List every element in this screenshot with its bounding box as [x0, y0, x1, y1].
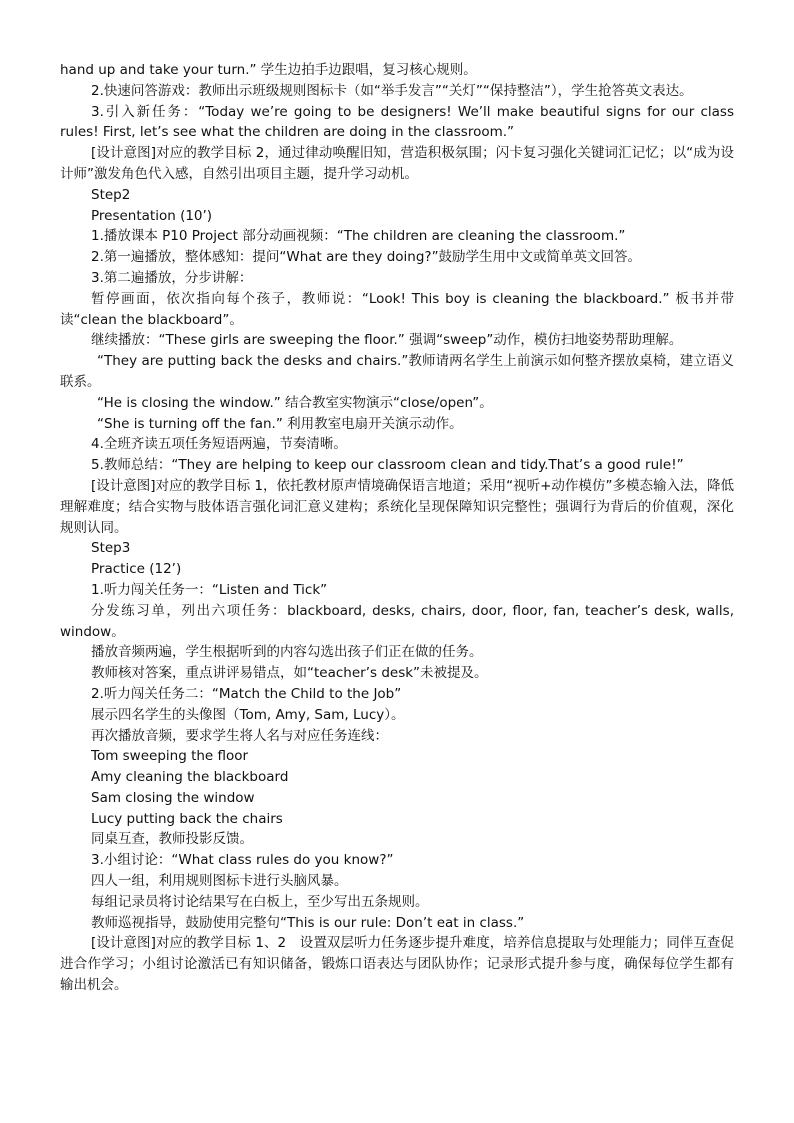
text-paragraph: 四人一组，利用规则图标卡进行头脑风暴。: [91, 873, 348, 890]
text-paragraph: 分发练习单，列出六项任务：blackboard, desks, chairs, door, floor, fan, teacher’s desk, walls, window。: [60, 602, 734, 640]
text-paragraph: Step3: [91, 540, 131, 557]
text-paragraph: 播放音频两遍，学生根据听到的内容勾选出孩子们正在做的任务。: [91, 644, 483, 661]
text-paragraph: “He is closing the window.” 结合教室实物演示“close/open”。: [97, 394, 493, 411]
text-paragraph: 3.小组讨论：“What class rules do you know?”: [91, 852, 394, 869]
text-paragraph: 2.听力闯关任务二：“Match the Child to the Job”: [91, 685, 402, 702]
text-paragraph: Amy cleaning the blackboard: [91, 769, 289, 786]
text-paragraph: 展示四名学生的头像图（Tom, Amy, Sam, Lucy）。: [91, 706, 405, 723]
text-paragraph: Tom sweeping the floor: [91, 748, 249, 765]
text-paragraph: 3.第二遍播放，分步讲解：: [91, 269, 253, 286]
text-paragraph: [设计意图]对应的教学目标 1，依托教材原声情境确保语言地道；采用“视听+动作模仿”多模态输入法，降低理解难度；结合实物与肢体语言强化词汇意义建构；系统化呈现保障知识完整性；强调行为背后的价值观，深化规则认同。: [60, 477, 734, 536]
text-paragraph: hand up and take your turn.” 学生边拍手边跟唱，复习核心规则。: [60, 62, 477, 78]
text-paragraph: 1.播放课本 P10 Project 部分动画视频：“The children are cleaning the classroom.”: [91, 228, 626, 245]
text-paragraph: 2.第一遍播放，整体感知：提问“What are they doing?”鼓励学生用中文或简单英文回答。: [91, 249, 642, 266]
text-paragraph: 同桌互查，教师投影反馈。: [91, 831, 253, 848]
text-paragraph: “They are putting back the desks and chairs.”教师请两名学生上前演示如何整齐摆放桌椅，建立语义联系。: [60, 353, 734, 390]
text-paragraph: 继续播放：“These girls are sweeping the floor.” 强调“sweep”动作，模仿扫地姿势帮助理解。: [91, 332, 683, 349]
text-paragraph: 1.听力闯关任务一：“Listen and Tick”: [91, 581, 328, 598]
text-paragraph: [设计意图]对应的教学目标 1、2 设置双层听力任务逐步提升难度，培养信息提取与处理能力；同伴互查促进合作学习；小组讨论激活已有知识储备，锻炼口语表达与团队协作；记录形式提升参与度，确保每位学生都有输出机会。: [60, 935, 734, 994]
text-paragraph: Practice (12’): [91, 561, 182, 578]
text-paragraph: [设计意图]对应的教学目标 2，通过律动唤醒旧知，营造积极氛围；闪卡复习强化关键词汇记忆；以“成为设计师”激发角色代入感，自然引出项目主题，提升学习动机。: [60, 145, 734, 182]
text-paragraph: 教师巡视指导，鼓励使用完整句“This is our rule: Don’t eat in class.”: [91, 914, 525, 931]
text-paragraph: 教师核对答案，重点讲评易错点，如“teacher’s desk”未被提及。: [91, 665, 488, 682]
text-paragraph: 5.教师总结：“They are helping to keep our classroom clean and tidy.That’s a good rule!”: [91, 457, 684, 474]
text-paragraph: “She is turning off the fan.” 利用教室电扇开关演示动作。: [97, 415, 463, 432]
text-paragraph: Lucy putting back the chairs: [91, 810, 283, 827]
text-paragraph: Sam closing the window: [91, 789, 255, 806]
text-paragraph: 3.引入新任务：“Today we’re going to be designers! We’ll make beautiful signs for our class rules! First, let’s see what the children are doing in the classroom.”: [60, 103, 734, 141]
text-paragraph: 4.全班齐读五项任务短语两遍，节奏清晰。: [91, 436, 347, 453]
text-paragraph: 每组记录员将讨论结果写在白板上，至少写出五条规则。: [91, 893, 429, 910]
text-paragraph: Step2: [91, 186, 131, 203]
text-paragraph: 2.快速问答游戏：教师出示班级规则图标卡（如“举手发言”“关灯”“保持整洁”），学生抢答英文表达。: [91, 82, 693, 99]
text-paragraph: 再次播放音频，要求学生将人名与对应任务连线：: [91, 727, 388, 744]
text-paragraph: 暂停画面，依次指向每个孩子，教师说：“Look! This boy is cleaning the blackboard.” 板书并带读“clean the blackboard”。: [60, 290, 734, 328]
text-paragraph: Presentation (10’): [91, 207, 213, 224]
document-page: [60, 60, 734, 996]
